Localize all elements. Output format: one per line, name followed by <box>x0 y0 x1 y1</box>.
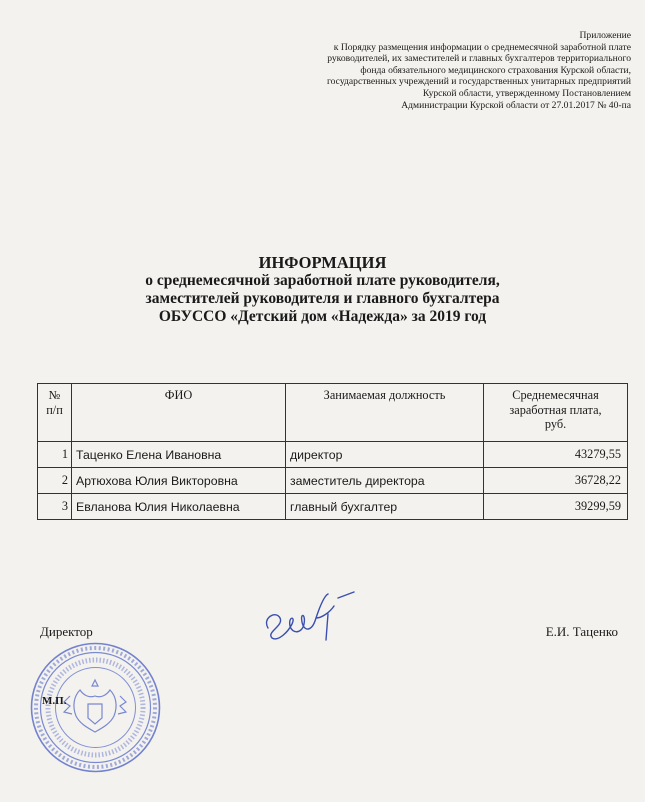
header-salary-line: руб. <box>544 417 567 431</box>
header-fio: ФИО <box>72 384 286 442</box>
header-position: Занимаемая должность <box>286 384 484 442</box>
title-line: ОБУССО «Детский дом «Надежда» за 2019 год <box>158 308 487 325</box>
appendix-line: Администрации Курской области от 27.01.2017 № 40-па <box>401 99 631 111</box>
title-line: заместителей руководителя и главного бухгалтера <box>145 290 500 307</box>
title-line: о среднемесячной заработной плате руководителя, <box>145 272 500 289</box>
header-salary-line: заработная плата, <box>509 402 602 417</box>
header-number-line: № <box>48 388 61 402</box>
appendix-line: Курской области, утвержденному Постановлением <box>422 87 631 99</box>
row-number: 3 <box>38 494 72 520</box>
row-fio: Артюхова Юлия Викторовна <box>72 468 286 494</box>
header-number <box>38 384 72 442</box>
appendix-header <box>291 30 631 111</box>
signer-name: Е.И. Таценко <box>545 624 618 639</box>
document-title <box>0 254 645 326</box>
appendix-line: к Порядку размещения информации о среднемесячной заработной плате <box>333 41 631 53</box>
handwritten-signature <box>258 588 368 648</box>
appendix-line: государственных учреждений и государственных унитарных предприятий <box>326 76 631 88</box>
row-number: 1 <box>38 442 72 468</box>
row-fio: Евланова Юлия Николаевна <box>72 494 286 520</box>
row-salary: 39299,59 <box>484 494 628 520</box>
row-position: директор <box>286 442 484 468</box>
row-position: заместитель директора <box>286 468 484 494</box>
row-salary: 36728,22 <box>484 468 628 494</box>
signer-role: Директор <box>40 624 93 639</box>
header-salary <box>484 384 628 442</box>
appendix-line: руководителей, их заместителей и главных бухгалтеров территориального <box>327 53 631 65</box>
row-salary: 43279,55 <box>484 442 628 468</box>
row-position: главный бухгалтер <box>286 494 484 520</box>
table-row <box>38 494 628 520</box>
table-row <box>38 468 628 494</box>
table-header-row <box>38 384 628 442</box>
stamp-mark: М.П. <box>42 695 67 707</box>
header-number-line: п/п <box>46 402 63 417</box>
salary-table <box>37 383 628 520</box>
title-main: ИНФОРМАЦИЯ <box>258 253 387 272</box>
appendix-line: Приложение <box>579 30 631 41</box>
official-seal <box>28 640 163 775</box>
row-number: 2 <box>38 468 72 494</box>
header-salary-line: Среднемесячная <box>512 388 599 402</box>
appendix-line: фонда обязательного медицинского страхования Курской области, <box>360 64 631 76</box>
row-fio: Таценко Елена Ивановна <box>72 442 286 468</box>
table-row <box>38 442 628 468</box>
